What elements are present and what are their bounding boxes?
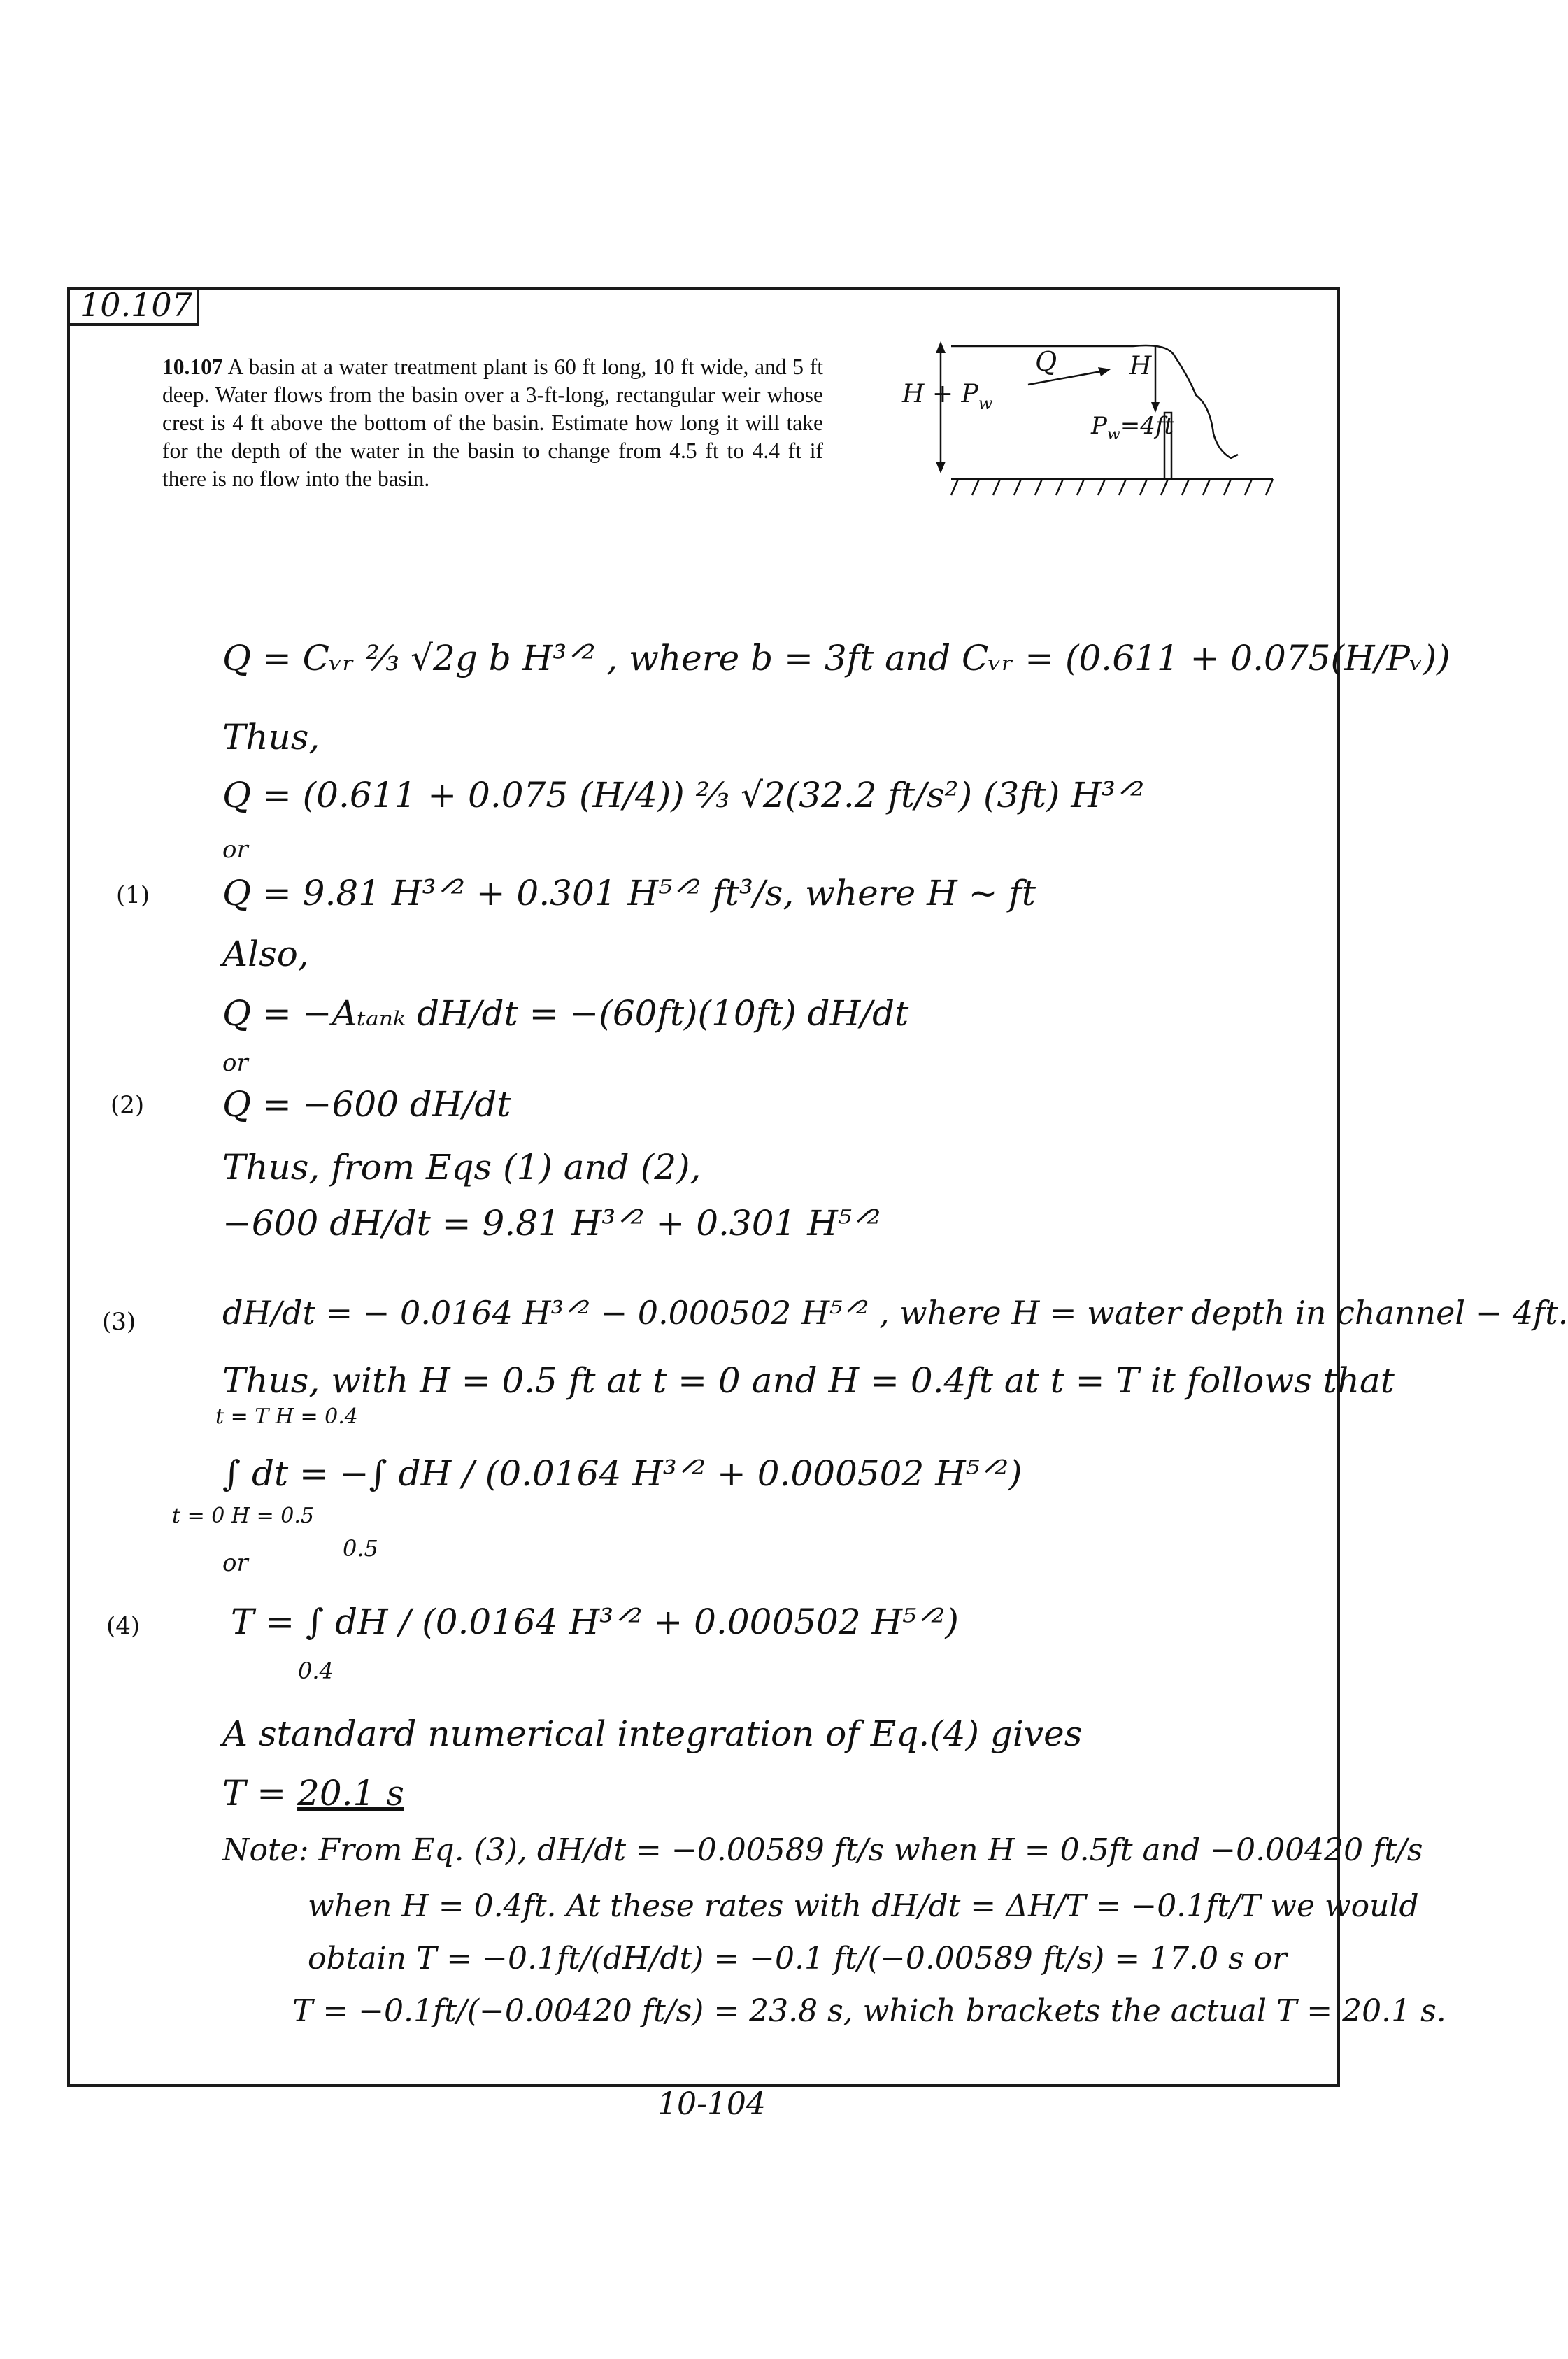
integral-equation: ∫ dt = −∫ dH / (0.0164 H³ᐟ² + 0.000502 H⁵ᐟ²) (222, 1453, 1022, 1494)
line-or-1: or (222, 836, 248, 864)
line-with-conditions: Thus, with H = 0.5 ft at t = 0 and H = 0.4ft at t = T it follows that (222, 1360, 1395, 1401)
equation-2: Q = −600 dH/dt (222, 1084, 511, 1125)
result-prefix: T = (222, 1773, 298, 1813)
line-weir-equation: Q = Cᵥᵣ ⅔ √2g b H³ᐟ² , where b = 3ft and Cᵥᵣ = (0.611 + 0.075(H/Pᵥ)) (222, 638, 1451, 678)
line-numerical-integration: A standard numerical integration of Eq.(4) gives (222, 1713, 1083, 1754)
line-thus-from-eqs: Thus, from Eqs (1) and (2), (222, 1147, 701, 1188)
problem-text: A basin at a water treatment plant is 60 ft long, 10 ft wide, and 5 ft deep. Water flows from the basin over a 3-ft-long, rectangular weir whose crest is 4 ft above the bottom of the basin. Estimate how long it will take for the depth of the water in the basin to change from 4.5 ft to 4.4 ft if there is no flow into the basin. (162, 355, 824, 491)
equation-4: T = ∫ dH / (0.0164 H³ᐟ² + 0.000502 H⁵ᐟ²) (231, 1602, 959, 1642)
line-result (222, 1773, 404, 1813)
figure-h-label: H (1129, 352, 1152, 380)
problem-tag: 10.107 (67, 287, 199, 326)
line-substitution: Q = (0.611 + 0.075 (H/4)) ⅔ √2(32.2 ft/s²) (3ft) H³ᐟ² (222, 775, 1145, 815)
eq2-label: (2) (111, 1091, 145, 1119)
eq3-label: (3) (102, 1308, 136, 1336)
problem-statement (162, 353, 823, 493)
integral-upper-limits: t = T H = 0.4 (215, 1404, 358, 1429)
figure-q-label: Q (1035, 346, 1057, 377)
line-or-3: or (222, 1549, 248, 1577)
line-or-2: or (222, 1049, 248, 1077)
note-line-4: T = −0.1ft/(−0.00420 ft/s) = 23.8 s, which brackets the actual T = 20.1 s. (292, 1993, 1446, 2029)
line-thus-1: Thus, (222, 717, 320, 757)
water-surface (951, 345, 1238, 458)
note-line-3: obtain T = −0.1ft/(dH/dt) = −0.1 ft/(−0.00589 ft/s) = 17.0 s or (308, 1941, 1288, 1976)
figure-pw-label: $P_w=4ft$ (1091, 412, 1174, 443)
equation-3: dH/dt = − 0.0164 H³ᐟ² − 0.000502 H⁵ᐟ² , where H = water depth in channel − 4ft. (222, 1294, 1568, 1332)
figure-hpw-label: $H + P_w$ (902, 380, 993, 413)
eq1-label: (1) (116, 881, 150, 909)
page-number: 10-104 (657, 2086, 766, 2122)
line-tank-flow: Q = −Aₜₐₙₖ dH/dt = −(60ft)(10ft) dH/dt (222, 993, 909, 1034)
result-value: 20.1 s (297, 1773, 404, 1813)
integral-4-lower: 0.4 (298, 1658, 334, 1684)
eq4-label: (4) (106, 1612, 141, 1640)
hatching (951, 479, 1273, 495)
line-also: Also, (222, 934, 309, 974)
note-line-2: when H = 0.4ft. At these rates with dH/dt = ΔH/T = −0.1ft/T we would (308, 1888, 1419, 1924)
integral-4-upper: 0.5 (343, 1535, 378, 1562)
problem-number: 10.107 (162, 355, 223, 379)
line-combined: −600 dH/dt = 9.81 H³ᐟ² + 0.301 H⁵ᐟ² (222, 1203, 881, 1243)
integral-lower-limits: t = 0 H = 0.5 (172, 1504, 314, 1528)
equation-1: Q = 9.81 H³ᐟ² + 0.301 H⁵ᐟ² ft³/s, where H ~ ft (222, 873, 1036, 913)
note-line-1: Note: From Eq. (3), dH/dt = −0.00589 ft/s when H = 0.5ft and −0.00420 ft/s (222, 1832, 1423, 1868)
weir-figure (902, 329, 1294, 504)
